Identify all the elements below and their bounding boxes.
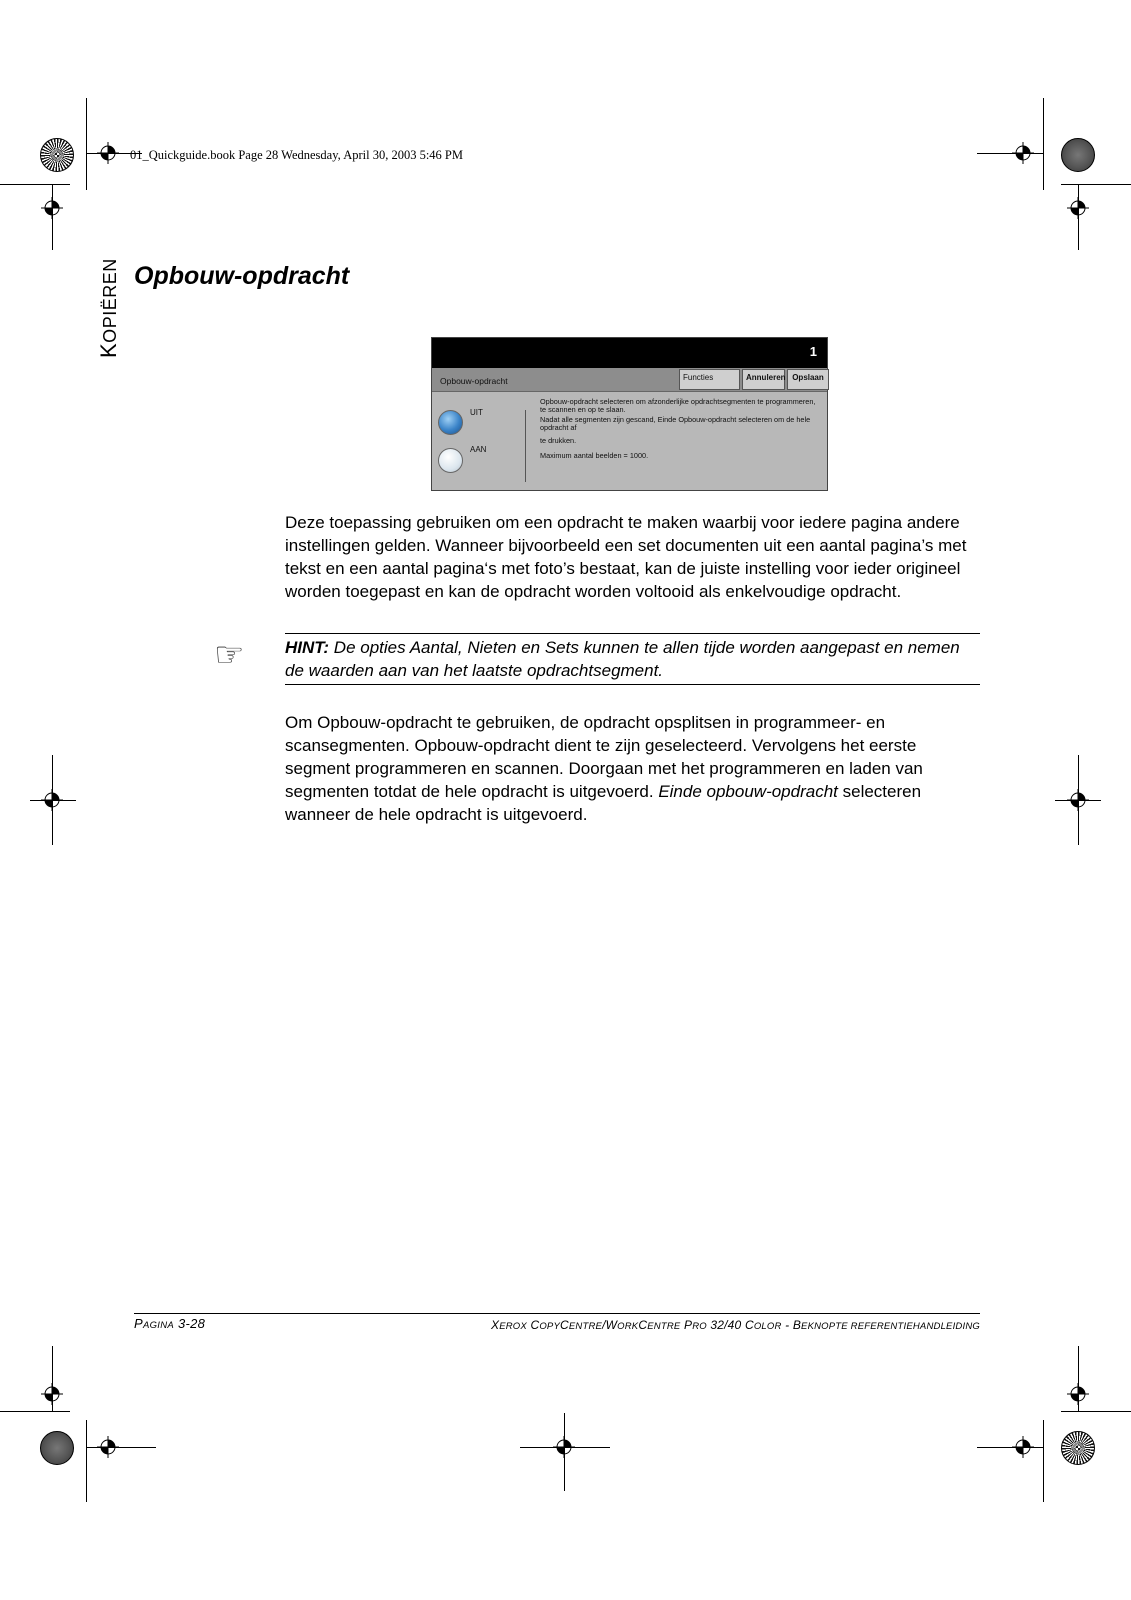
starburst-mark-icon bbox=[1061, 138, 1095, 172]
footer-title-part: 32/40 bbox=[706, 1318, 745, 1332]
registration-mark-icon bbox=[1012, 1436, 1034, 1458]
usage-text-a: Om Opbouw-opdracht te gebruiken, de opdracht opsplitsen in programmeer- en scansegmenten. Opbouw-opdracht dient te zijn geselecteerd. Vervolgens het eerste segment programmeren en scannen. Doorgaan met het programmeren en laden van segmenten totdat de hele opdracht is uitgevoerd. bbox=[285, 713, 923, 801]
hint-note bbox=[285, 636, 980, 682]
footer-title-part: RO bbox=[692, 1321, 707, 1332]
footer-title-part: C bbox=[638, 1318, 648, 1332]
screen-description-2: Nadat alle segmenten zijn gescand, Einde Opbouw-opdracht selecteren om de hele opdracht af bbox=[540, 415, 811, 432]
footer-rule bbox=[134, 1313, 980, 1314]
footer-title-part: C bbox=[530, 1318, 540, 1332]
crop-line bbox=[86, 1420, 87, 1502]
registration-mark-icon bbox=[1012, 142, 1034, 164]
footer-title-part: C bbox=[744, 1318, 754, 1332]
screen-top-bar bbox=[432, 338, 827, 368]
footer-title-part: /W bbox=[602, 1318, 618, 1332]
starburst-mark-icon bbox=[40, 138, 74, 172]
registration-mark-icon bbox=[1067, 789, 1089, 811]
screen-title-bar bbox=[432, 368, 827, 392]
footer-title-part: - bbox=[781, 1318, 793, 1332]
functions-button[interactable]: Functies bbox=[679, 369, 740, 390]
save-button[interactable]: Opslaan bbox=[787, 369, 829, 390]
registration-mark-icon bbox=[41, 789, 63, 811]
footer-manual-title bbox=[491, 1318, 980, 1332]
footer-page-cap: P bbox=[134, 1316, 143, 1331]
screen-mockup bbox=[431, 337, 828, 491]
usage-text-b: selecteren wanneer de hele opdracht is uitgevoerd. bbox=[285, 782, 922, 824]
option-off-radio[interactable] bbox=[438, 410, 463, 435]
registration-mark-icon bbox=[41, 197, 63, 219]
crop-line bbox=[1061, 184, 1131, 185]
footer-title-part: ORK bbox=[617, 1321, 639, 1332]
pointing-hand-icon: ☞ bbox=[214, 636, 245, 674]
chapter-rest: OPIËREN bbox=[100, 258, 120, 343]
hint-top-rule bbox=[285, 633, 980, 634]
screen-description-3: te drukken. bbox=[540, 436, 577, 445]
registration-mark-icon bbox=[1067, 197, 1089, 219]
footer-title-part: B bbox=[792, 1318, 802, 1332]
footer-title-part: C bbox=[560, 1318, 569, 1332]
chapter-side-title bbox=[96, 258, 122, 358]
registration-mark-icon bbox=[97, 1436, 119, 1458]
hint-label: HINT: bbox=[285, 638, 330, 657]
option-on-radio[interactable] bbox=[438, 448, 463, 473]
option-on-label: AAN bbox=[470, 445, 487, 454]
registration-mark-icon bbox=[41, 1383, 63, 1405]
screen-divider bbox=[525, 410, 526, 482]
screen-description-4: Maximum aantal beelden = 1000. bbox=[540, 451, 649, 460]
registration-mark-icon bbox=[97, 142, 119, 164]
chapter-initial: K bbox=[96, 342, 121, 358]
usage-paragraph bbox=[285, 711, 980, 826]
crop-line bbox=[86, 98, 87, 190]
book-info-line: 01_Quickguide.book Page 28 Wednesday, April 30, 2003 5:46 PM bbox=[130, 148, 463, 162]
usage-text-emphasis: Einde opbouw-opdracht bbox=[658, 782, 838, 801]
footer-page-number bbox=[134, 1316, 205, 1331]
hint-text: De opties Aantal, Nieten en Sets kunnen te allen tijde worden aangepast en nemen de waarden aan van het laatste opdrachtsegment. bbox=[285, 638, 960, 680]
crop-line bbox=[1043, 1420, 1044, 1502]
footer-title-part: OPY bbox=[539, 1321, 561, 1332]
crop-line bbox=[1061, 1411, 1131, 1412]
screen-page-number: 1 bbox=[809, 344, 817, 359]
crop-line bbox=[1043, 98, 1044, 190]
screen-description-1: Opbouw-opdracht selecteren om afzonderlijke opdrachtsegmenten te programmeren, te scannen en op te slaan. bbox=[540, 397, 816, 414]
hint-bottom-rule bbox=[285, 684, 980, 685]
footer-title-part: ENTRE bbox=[568, 1321, 603, 1332]
crop-line bbox=[0, 184, 70, 185]
footer-title-part: P bbox=[683, 1318, 693, 1332]
starburst-mark-icon bbox=[40, 1431, 74, 1465]
footer-title-part: OLOR bbox=[753, 1321, 782, 1332]
footer-title-part: ENTRE bbox=[647, 1321, 681, 1332]
registration-mark-icon bbox=[1067, 1383, 1089, 1405]
starburst-mark-icon bbox=[1061, 1431, 1095, 1465]
cancel-button[interactable]: Annuleren bbox=[742, 369, 785, 390]
crop-line bbox=[0, 1411, 70, 1412]
footer-title-part: EROX bbox=[499, 1321, 527, 1332]
page-title: Opbouw-opdracht bbox=[134, 262, 350, 290]
screen-title: Opbouw-opdracht bbox=[440, 376, 508, 386]
registration-mark-icon bbox=[553, 1436, 575, 1458]
footer-page-num: 3-28 bbox=[174, 1316, 206, 1331]
footer-page-rest: AGINA bbox=[142, 1320, 175, 1331]
footer-title-part: EKNOPTE REFERENTIEHANDLEIDING bbox=[801, 1321, 980, 1332]
intro-paragraph: Deze toepassing gebruiken om een opdracht te maken waarbij voor iedere pagina andere instellingen gelden. Wanneer bijvoorbeeld een set documenten uit een aantal pagina’s met tekst en een aantal pagina‘s met foto’s bestaat, kan de juiste instelling voor ieder origineel worden toegepast en kan de opdracht worden voltooid als enkelvoudige opdracht. bbox=[285, 513, 967, 601]
footer-title-part: X bbox=[490, 1318, 500, 1332]
option-off-label: UIT bbox=[470, 408, 483, 417]
